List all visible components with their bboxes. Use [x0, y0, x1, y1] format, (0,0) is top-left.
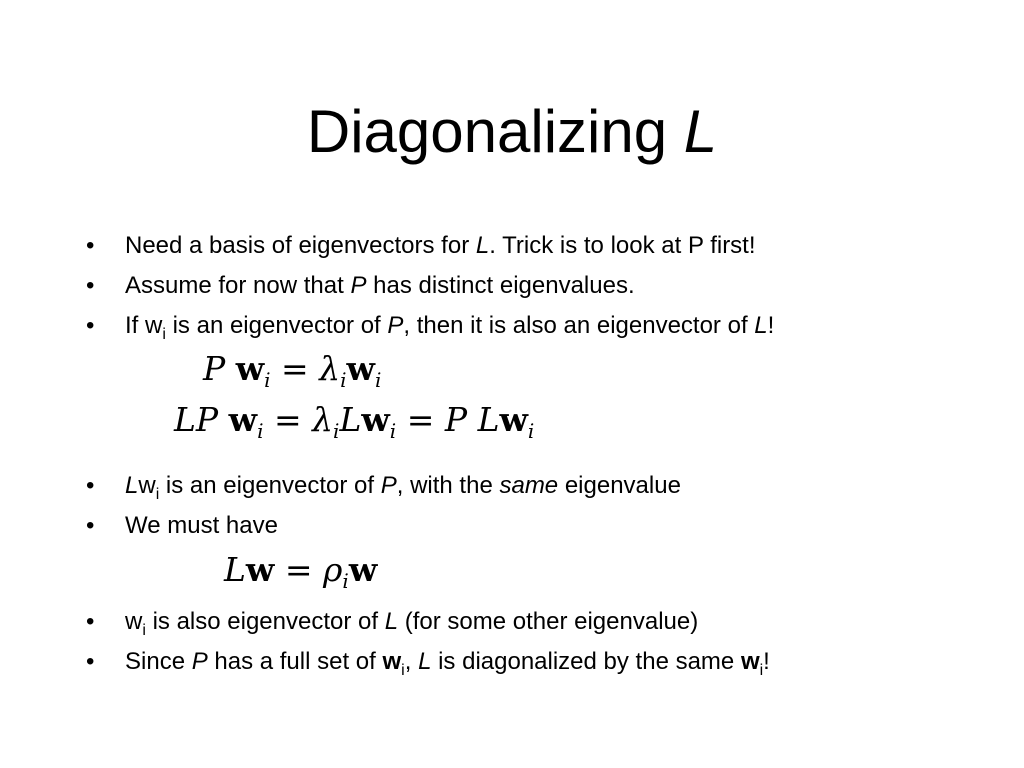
text-run: has a full set of	[207, 648, 383, 675]
variable-p: P	[387, 312, 404, 339]
text-run: !	[763, 648, 770, 675]
bullet-marker: •	[86, 272, 95, 299]
text-run: is also eigenvector of	[145, 608, 385, 635]
bullet-marker: •	[86, 232, 95, 259]
eq-symbol-w: w	[346, 349, 375, 388]
bullet-text	[125, 272, 635, 300]
vector-w: w	[125, 608, 143, 635]
vector-w: w	[382, 648, 402, 675]
variable-l: L	[475, 232, 490, 259]
eq-equals: =	[281, 349, 309, 388]
equation-p-wi	[203, 349, 382, 392]
text-run: is an eigenvector of	[165, 312, 388, 339]
text-run: Need a basis of eigenvectors for	[125, 232, 476, 259]
title-variable: L	[683, 98, 718, 165]
bullet-text	[125, 312, 775, 343]
title-text: Diagonalizing	[306, 98, 684, 165]
vector-w: w	[145, 312, 163, 339]
text-run: has distinct eigenvalues.	[366, 272, 635, 299]
eq-subscript-i: i	[333, 419, 340, 443]
eq-symbol-w: w	[228, 400, 258, 439]
text-run: Assume for now that	[125, 272, 351, 299]
eq-subscript-i: i	[389, 419, 397, 443]
eq-symbol-p: P	[195, 400, 219, 439]
variable-p: P	[350, 272, 367, 299]
text-run: Since	[125, 648, 192, 675]
eq-symbol-rho: ρ	[323, 550, 343, 589]
eq-subscript-i: i	[264, 368, 271, 392]
eq-subscript-i: i	[374, 368, 382, 392]
eq-symbol-lambda: λ	[319, 349, 341, 388]
text-run: , then it is also an eigenvector of	[403, 312, 755, 339]
eq-symbol-w: w	[499, 400, 528, 439]
eq-symbol-w: w	[245, 550, 275, 589]
text-run: , with the	[396, 472, 500, 499]
text-run: . Trick is to look at P first!	[489, 232, 756, 259]
vector-w: w	[740, 648, 760, 675]
bullet-marker: •	[86, 472, 95, 499]
subscript-i: i	[142, 622, 146, 639]
bullet-marker: •	[86, 608, 95, 635]
variable-p: P	[380, 472, 397, 499]
slide-title	[0, 96, 1024, 168]
text-run: eigenvalue	[558, 472, 681, 499]
eq-symbol-l: L	[174, 400, 196, 439]
equation-lp-wi	[174, 400, 535, 443]
emphasis-same: same	[499, 472, 559, 499]
variable-l: L	[754, 312, 768, 339]
bullet-text	[125, 648, 770, 679]
equation-lw-rho	[224, 550, 378, 593]
eq-symbol-l: L	[477, 400, 500, 439]
eq-symbol-lambda: λ	[312, 400, 334, 439]
variable-l: L	[384, 608, 399, 635]
eq-subscript-i: i	[342, 569, 349, 593]
eq-equals: =	[284, 550, 313, 589]
eq-symbol-l: L	[224, 550, 246, 589]
subscript-i: i	[155, 486, 160, 503]
eq-equals: =	[273, 400, 302, 439]
eq-symbol-w: w	[235, 349, 265, 388]
eq-symbol-w: w	[348, 550, 378, 589]
subscript-i: i	[162, 326, 166, 343]
eq-symbol-l: L	[339, 400, 362, 439]
bullet-text	[125, 608, 699, 639]
eq-subscript-i: i	[527, 419, 535, 443]
bullet-marker: •	[86, 312, 95, 339]
subscript-i: i	[401, 662, 405, 679]
eq-equals: =	[406, 400, 435, 439]
eq-symbol-w: w	[361, 400, 390, 439]
text-run: If	[125, 312, 146, 339]
bullet-marker: •	[86, 512, 95, 539]
text-run: (for some other eigenvalue)	[398, 608, 699, 635]
text-run: is an eigenvector of	[159, 472, 381, 499]
eq-subscript-i: i	[257, 419, 264, 443]
eq-subscript-i: i	[340, 368, 347, 392]
bullet-marker: •	[86, 648, 95, 675]
eq-symbol-p: P	[203, 349, 226, 388]
text-run: !	[767, 312, 775, 339]
vector-w: w	[138, 472, 156, 499]
subscript-i: i	[759, 662, 764, 679]
bullet-text: We must have	[125, 512, 278, 539]
text-run: is diagonalized by the same	[431, 648, 741, 675]
text-run: ,	[404, 648, 419, 675]
variable-l: L	[418, 648, 432, 675]
variable-p: P	[191, 648, 208, 675]
variable-l: L	[125, 472, 139, 499]
eq-symbol-p: P	[444, 400, 468, 439]
bullet-text	[125, 232, 756, 260]
bullet-text	[125, 472, 681, 503]
